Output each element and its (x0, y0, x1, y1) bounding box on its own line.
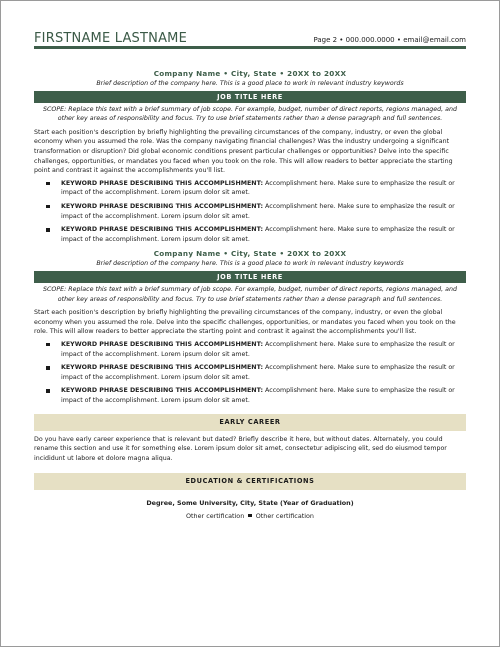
accomplishment-keyword: KEYWORD PHRASE DESCRIBING THIS ACCOMPLISHMENT: (61, 202, 264, 210)
job-scope: SCOPE: Replace this text with a brief summary of job scope. For example, budget, number of direct reports, regions managed, and other key areas of responsibility and focus. Try to use brief statements rather than a dense paragraph and full sentences. (43, 106, 457, 123)
accomplishment-item (34, 225, 466, 244)
accomplishment-item (34, 202, 466, 221)
accomplishment-text: Accomplishment here. Make sure to emphasize the result or impact of the accomplishment. Lorem ipsum dolor sit amet. (61, 202, 455, 220)
accomplishment-text: Accomplishment here. Make sure to emphasize the result or impact of the accomplishment. Lorem ipsum dolor sit amet. (61, 226, 455, 243)
accomplishment-text: Accomplishment here. Make sure to emphasize the result or impact of the accomplishment. Lorem ipsum dolor sit amet. (61, 364, 455, 381)
bullet-square-icon (248, 514, 252, 518)
bullet-square-icon (46, 205, 50, 209)
position-intro: Start each position's description by briefly highlighting the prevailing circumstances of the company, industry, or even the global economy when you assumed the role. Was the company navigating financial challenges? Was the industry undergoing a significant transformation or disruption? Did global economic conditions present particular challenges or opportunities? Delve into the specific challenges, opportunities, or mandates you faced when you took on the role. This will allow readers to better appreciate the starting point and contrast it against the accomplishments you'll list. (34, 128, 453, 175)
accomplishment-item (34, 179, 466, 198)
resume-header (34, 31, 466, 46)
company-line: Company Name • City, State • 20XX to 20XX (153, 69, 347, 78)
early-career-section (34, 414, 466, 464)
degree-line: Degree, Some University, City, State (Year of Graduation) (146, 499, 354, 508)
company-description: Brief description of the company here. This is a good place to work in relevant industry keywords (96, 80, 404, 87)
bullet-square-icon (46, 182, 50, 186)
position-intro: Start each position's description by briefly highlighting the prevailing circumstances of the company, industry, or even the global economy when you assumed the role. Delve into the specific challenges, opportunities, or mandates you faced when you took on the role. This will allow readers to better appreciate the starting point and contrast it against the accomplishments you'll list. (34, 309, 456, 336)
accomplishment-keyword: KEYWORD PHRASE DESCRIBING THIS ACCOMPLISHMENT: (61, 364, 264, 372)
education-heading: EDUCATION & CERTIFICATIONS (34, 473, 466, 490)
certifications-line (34, 512, 466, 520)
accomplishment-text: Accomplishment here. Make sure to emphasize the result or impact of the accomplishment. Lorem ipsum dolor sit amet. (61, 387, 455, 404)
education-section (34, 473, 466, 520)
early-career-text: Do you have early career experience that is relevant but dated? Briefly describe it here, but without dates. Alternately, you could rename this section and use it for something else. Lorem ipsum dolor sit amet, consectetur adipiscing elit, sed do eiusmod tempor incididunt ut labore et dolore magna aliqua. (34, 435, 447, 462)
accomplishment-keyword: KEYWORD PHRASE DESCRIBING THIS ACCOMPLISHMENT: (61, 226, 264, 234)
candidate-name: FIRSTNAME LASTNAME (34, 31, 187, 46)
job-scope: SCOPE: Replace this text with a brief summary of job scope. For example, budget, number of direct reports, regions managed, and other key areas of responsibility and focus. Try to use brief statements rather than a dense paragraph and full sentences. (43, 286, 457, 303)
accomplishment-keyword: KEYWORD PHRASE DESCRIBING THIS ACCOMPLISHMENT: (61, 387, 264, 395)
accomplishment-keyword: KEYWORD PHRASE DESCRIBING THIS ACCOMPLISHMENT: (61, 340, 264, 348)
accomplishment-item (34, 340, 466, 359)
company-line: Company Name • City, State • 20XX to 20XX (153, 249, 347, 259)
position-entry (34, 69, 466, 244)
company-description: Brief description of the company here. This is a good place to work in relevant industry keywords (96, 260, 404, 268)
bullet-square-icon (46, 228, 50, 232)
accomplishment-list (34, 179, 466, 245)
certification-item: Other certification (186, 512, 245, 521)
job-title-bar: JOB TITLE HERE (34, 91, 466, 103)
bullet-square-icon (46, 366, 50, 370)
accomplishment-keyword: KEYWORD PHRASE DESCRIBING THIS ACCOMPLISHMENT: (61, 179, 264, 187)
header-divider (34, 46, 466, 49)
bullet-square-icon (46, 343, 50, 347)
accomplishment-item (34, 386, 466, 405)
job-title-bar: JOB TITLE HERE (34, 271, 466, 283)
accomplishment-text: Accomplishment here. Make sure to emphasize the result or impact of the accomplishment. Lorem ipsum dolor sit amet. (61, 179, 455, 197)
accomplishment-list (34, 340, 466, 406)
resume-body (34, 69, 466, 520)
bullet-square-icon (46, 389, 50, 393)
early-career-heading: EARLY CAREER (34, 414, 466, 431)
contact-line: Page 2 • 000.000.0000 • email@email.com (313, 36, 466, 44)
position-entry (34, 249, 466, 405)
certification-item: Other certification (255, 512, 314, 521)
accomplishment-item (34, 363, 466, 382)
accomplishment-text: Accomplishment here. Make sure to emphasize the result or impact of the accomplishment. Lorem ipsum dolor sit amet. (61, 340, 455, 358)
